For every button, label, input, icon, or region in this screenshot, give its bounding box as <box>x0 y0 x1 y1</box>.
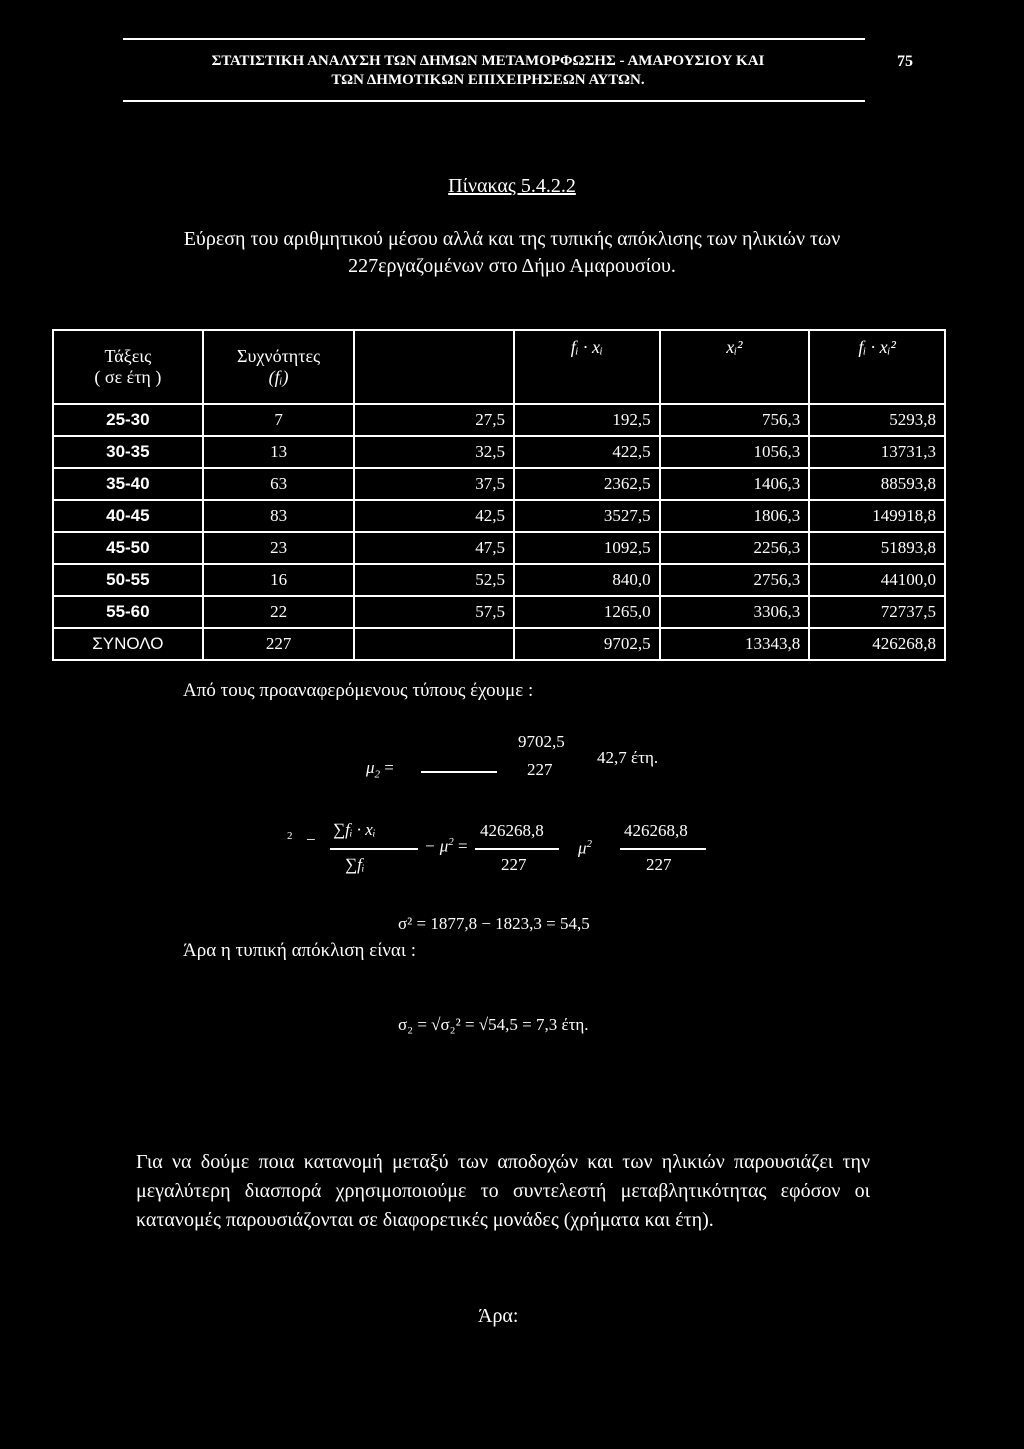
fx-cell: 840,0 <box>514 564 660 596</box>
x2-cell: 756,3 <box>660 404 810 436</box>
total-x2-cell: 13343,8 <box>660 628 810 660</box>
class-cell: 30-35 <box>53 436 203 468</box>
header-line-2: ΤΩΝ ΔΗΜΟΤΙΚΩΝ ΕΠΙΧΕΙΡΗΣΕΩΝ ΑΥΤΩΝ. <box>331 72 645 88</box>
midpoint-cell: 57,5 <box>354 596 513 628</box>
variance-mu-label <box>578 838 592 859</box>
ending-label: Άρα: <box>478 1305 519 1327</box>
header-midpoint <box>354 330 513 404</box>
header-frequency-line1: Συχνότητες <box>237 346 321 366</box>
table-title: Πίνακας 5.4.2.2 <box>448 175 576 197</box>
class-cell: 45-50 <box>53 532 203 564</box>
mean-mu: μ <box>366 758 375 777</box>
midpoint-cell: 27,5 <box>354 404 513 436</box>
closing-paragraph: Για να δούμε ποια κατανομή μεταξύ των αποδοχών και των ηλικιών παρουσιάζει την μεγαλύτερη διασπορά χρησιμοποιούμε το συντελεστή μεταβλητικότητας εφόσον οι κατανομές παρουσιάζονται σε διαφορετικές μονάδες (χρήματα και έτη). <box>136 1151 870 1231</box>
total-fx2-cell: 426268,8 <box>809 628 945 660</box>
total-midpoint-cell <box>354 628 513 660</box>
fx-cell: 3527,5 <box>514 500 660 532</box>
variance-f1-denominator: 227 <box>501 855 527 874</box>
class-cell: 50-55 <box>53 564 203 596</box>
header-top-rule <box>123 38 865 40</box>
header-line-1: ΣΤΑΤΙΣΤΙΚΗ ΑΝΑΛΥΣΗ ΤΩΝ ΔΗΜΩΝ ΜΕΤΑΜΟΡΦΩΣΗΣ - ΑΜΑΡΟΥΣΙΟΥ ΚΑΙ <box>211 53 765 69</box>
x2-cell: 1806,3 <box>660 500 810 532</box>
fx-cell: 422,5 <box>514 436 660 468</box>
minus-mu-text: − μ <box>424 836 449 856</box>
fx2-cell: 88593,8 <box>809 468 945 500</box>
fx2-cell: 51893,8 <box>809 532 945 564</box>
class-cell: 55-60 <box>53 596 203 628</box>
frequency-cell: 83 <box>203 500 355 532</box>
variance-sum-bar <box>330 848 418 850</box>
header-fx2: fᵢ · xᵢ² <box>809 330 945 404</box>
variance-lead-dash: − <box>306 830 316 849</box>
midpoint-cell: 52,5 <box>354 564 513 596</box>
mean-denominator: 227 <box>527 760 553 779</box>
frequency-table <box>52 329 946 661</box>
total-label-cell: ΣΥΝΟΛΟ <box>53 628 203 660</box>
table-total-row <box>53 628 945 660</box>
mean-result: 42,7 έτη. <box>597 748 659 767</box>
header-classes <box>53 330 203 404</box>
variance-f1-numerator: 426268,8 <box>480 821 544 840</box>
header-frequency-line2: (fᵢ) <box>268 367 289 387</box>
table-row <box>53 404 945 436</box>
total-fx-cell: 9702,5 <box>514 628 660 660</box>
x2-cell: 3306,3 <box>660 596 810 628</box>
variance-f2-bar <box>620 848 706 850</box>
table-row <box>53 468 945 500</box>
fx2-cell: 44100,0 <box>809 564 945 596</box>
variance-result: σ² = 1877,8 − 1823,3 = 54,5 <box>398 914 590 933</box>
mu-label-text: μ <box>578 838 587 858</box>
frequency-cell: 23 <box>203 532 355 564</box>
variance-lead: 2 <box>287 830 293 842</box>
page-number: 75 <box>897 53 913 70</box>
class-cell: 25-30 <box>53 404 203 436</box>
x2-cell: 2256,3 <box>660 532 810 564</box>
fx2-cell: 149918,8 <box>809 500 945 532</box>
fx-cell: 1265,0 <box>514 596 660 628</box>
fx-cell: 2362,5 <box>514 468 660 500</box>
header-classes-line1: Τάξεις <box>104 346 152 366</box>
header-bottom-rule <box>123 100 865 102</box>
mean-symbol: $\mu_2$ = <box>366 758 394 781</box>
table-subtitle: Εύρεση του αριθμητικού μέσου αλλά και της τυπικής απόκλισης των ηλικιών των 227εργαζομένων στο Δήμο Αμαρουσίου. <box>183 228 841 277</box>
mean-mu-sub: 2 <box>374 768 381 781</box>
minus-mu-sup: 2 <box>448 836 454 848</box>
fx2-cell: 72737,5 <box>809 596 945 628</box>
frequency-cell: 16 <box>203 564 355 596</box>
table-row <box>53 596 945 628</box>
class-cell: 40-45 <box>53 500 203 532</box>
mean-numerator: 9702,5 <box>518 732 565 751</box>
header-frequency <box>203 330 355 404</box>
fx2-cell: 13731,3 <box>809 436 945 468</box>
midpoint-cell: 32,5 <box>354 436 513 468</box>
class-cell: 35-40 <box>53 468 203 500</box>
x2-cell: 1406,3 <box>660 468 810 500</box>
frequency-cell: 22 <box>203 596 355 628</box>
variance-f2-numerator: 426268,8 <box>624 821 688 840</box>
fx-cell: 1092,5 <box>514 532 660 564</box>
formulas-intro: Από τους προαναφερόμενους τύπους έχουμε : <box>183 680 534 701</box>
table-row <box>53 500 945 532</box>
midpoint-cell: 42,5 <box>354 500 513 532</box>
frequency-cell: 7 <box>203 404 355 436</box>
header-classes-line2: ( σε έτη ) <box>94 367 162 387</box>
fx-cell: 192,5 <box>514 404 660 436</box>
variance-minus-mu: − $\mu^2$ = <box>424 836 468 856</box>
std-intro: Άρα η τυπική απόκλιση είναι : <box>183 940 417 961</box>
frequency-cell: 13 <box>203 436 355 468</box>
midpoint-cell: 37,5 <box>354 468 513 500</box>
midpoint-cell: 47,5 <box>354 532 513 564</box>
frequency-cell: 63 <box>203 468 355 500</box>
mean-lead-bar <box>421 771 497 773</box>
variance-f2-denominator: 227 <box>646 855 672 874</box>
table-row <box>53 564 945 596</box>
header-x2: xᵢ² <box>660 330 810 404</box>
variance-sum-denominator: ∑fᵢ <box>345 855 365 874</box>
x2-cell: 2756,3 <box>660 564 810 596</box>
table-row <box>53 436 945 468</box>
fx2-cell: 5293,8 <box>809 404 945 436</box>
table-row <box>53 532 945 564</box>
variance-sum-numerator: ∑fᵢ · xᵢ <box>333 820 376 839</box>
total-frequency-cell: 227 <box>203 628 355 660</box>
table-header-row <box>53 330 945 404</box>
x2-cell: 1056,3 <box>660 436 810 468</box>
mu-label-sup: 2 <box>586 838 593 850</box>
header-fx: fᵢ · xᵢ <box>514 330 660 404</box>
std-formula: σ₂ = √σ₂² = √54,5 = 7,3 έτη. <box>398 1015 589 1034</box>
variance-f1-bar <box>475 848 559 850</box>
